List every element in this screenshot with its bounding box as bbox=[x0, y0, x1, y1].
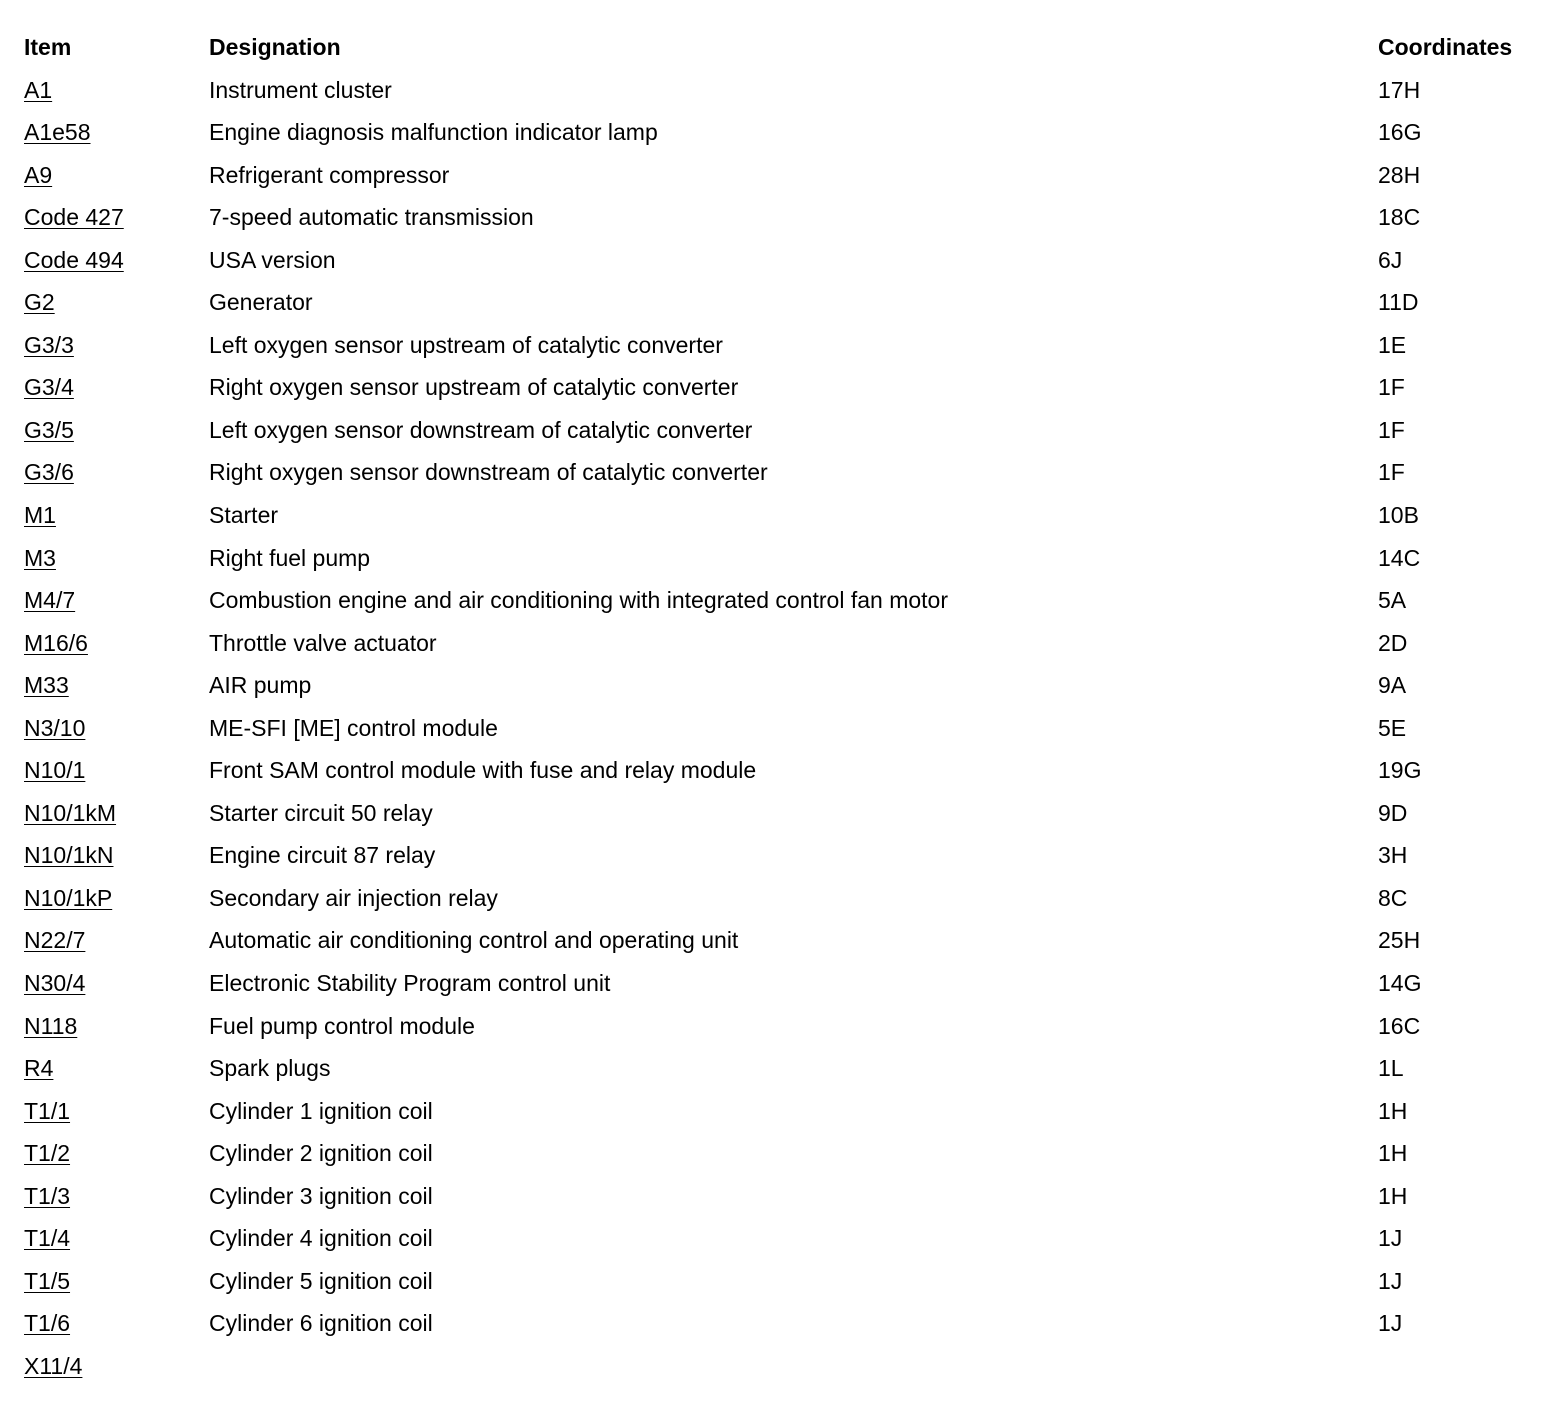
coordinates-cell: 1J bbox=[1378, 1267, 1403, 1294]
coordinates-cell: 17H bbox=[1378, 76, 1421, 103]
item-cell bbox=[24, 69, 52, 112]
coordinates-cell: 1J bbox=[1378, 1310, 1403, 1337]
table-row bbox=[24, 1090, 1554, 1133]
coordinates-cell: 1F bbox=[1378, 416, 1405, 443]
table-row bbox=[24, 834, 1554, 877]
table-row bbox=[24, 196, 1554, 239]
header-item: Item bbox=[24, 34, 72, 60]
item-link[interactable]: R4 bbox=[24, 1055, 54, 1082]
table-row bbox=[24, 1302, 1554, 1345]
item-cell bbox=[24, 111, 91, 154]
designation-cell: Secondary air injection relay bbox=[209, 884, 498, 911]
designation-cell: Combustion engine and air conditioning with integrated control fan motor bbox=[209, 587, 948, 614]
designation-cell: Right oxygen sensor upstream of catalytic converter bbox=[209, 374, 739, 401]
table-row bbox=[24, 664, 1554, 707]
coordinates-cell: 1H bbox=[1378, 1140, 1408, 1167]
designation-cell: USA version bbox=[209, 246, 336, 273]
designation-cell: 7-speed automatic transmission bbox=[209, 204, 534, 231]
item-link[interactable]: M16/6 bbox=[24, 629, 88, 656]
item-link[interactable]: T1/1 bbox=[24, 1097, 71, 1124]
coordinates-cell: 1J bbox=[1378, 1225, 1403, 1252]
table-row bbox=[24, 1345, 1554, 1388]
item-cell bbox=[24, 622, 88, 665]
coordinates-cell: 5A bbox=[1378, 587, 1407, 614]
table-row bbox=[24, 749, 1554, 792]
designation-cell: Cylinder 4 ignition coil bbox=[209, 1225, 433, 1252]
table-body bbox=[24, 69, 1554, 1388]
designation-cell: Starter bbox=[209, 502, 279, 529]
item-cell bbox=[24, 707, 85, 750]
table-row bbox=[24, 1005, 1554, 1048]
coordinates-cell: 1F bbox=[1378, 459, 1405, 486]
coordinates-cell: 1L bbox=[1378, 1055, 1404, 1082]
designation-cell: Front SAM control module with fuse and relay module bbox=[209, 757, 757, 784]
table-row bbox=[24, 239, 1554, 282]
component-legend-table bbox=[24, 26, 1554, 1388]
designation-cell: Cylinder 5 ignition coil bbox=[209, 1267, 433, 1294]
coordinates-cell: 28H bbox=[1378, 161, 1421, 188]
item-cell bbox=[24, 792, 116, 835]
item-cell bbox=[24, 579, 75, 622]
item-cell bbox=[24, 494, 56, 537]
item-cell bbox=[24, 664, 69, 707]
table-row bbox=[24, 1217, 1554, 1260]
table-row bbox=[24, 792, 1554, 835]
item-link[interactable]: T1/6 bbox=[24, 1310, 71, 1337]
designation-cell: Generator bbox=[209, 289, 313, 316]
item-link[interactable]: M33 bbox=[24, 672, 69, 699]
table-row bbox=[24, 409, 1554, 452]
designation-cell: Right oxygen sensor downstream of catalytic converter bbox=[209, 459, 768, 486]
item-link[interactable]: T1/3 bbox=[24, 1182, 71, 1209]
item-link[interactable]: N118 bbox=[24, 1012, 78, 1039]
table-row bbox=[24, 324, 1554, 367]
header-row bbox=[24, 26, 1554, 69]
designation-cell: Cylinder 2 ignition coil bbox=[209, 1140, 433, 1167]
coordinates-cell: 25H bbox=[1378, 927, 1421, 954]
coordinates-cell: 18C bbox=[1378, 204, 1421, 231]
item-link[interactable]: G3/5 bbox=[24, 416, 74, 443]
designation-cell: Left oxygen sensor upstream of catalytic converter bbox=[209, 331, 723, 358]
table-row bbox=[24, 962, 1554, 1005]
table-row bbox=[24, 1175, 1554, 1218]
coordinates-cell: 3H bbox=[1378, 842, 1408, 869]
table-row bbox=[24, 281, 1554, 324]
table-row bbox=[24, 366, 1554, 409]
designation-cell: Electronic Stability Program control unit bbox=[209, 970, 611, 997]
item-link[interactable]: N30/4 bbox=[24, 970, 86, 997]
coordinates-cell: 14C bbox=[1378, 544, 1421, 571]
table-row bbox=[24, 451, 1554, 494]
table-row bbox=[24, 1047, 1554, 1090]
coordinates-cell: 2D bbox=[1378, 629, 1408, 656]
item-cell bbox=[24, 834, 113, 877]
table-row bbox=[24, 111, 1554, 154]
table-row bbox=[24, 1132, 1554, 1175]
item-link[interactable]: G3/4 bbox=[24, 374, 74, 401]
coordinates-cell: 19G bbox=[1378, 757, 1422, 784]
item-link[interactable]: A1 bbox=[24, 76, 53, 103]
table-row bbox=[24, 537, 1554, 580]
item-cell bbox=[24, 1090, 70, 1133]
item-link[interactable]: N10/1 bbox=[24, 757, 86, 784]
designation-cell: Spark plugs bbox=[209, 1055, 331, 1082]
item-cell bbox=[24, 1217, 70, 1260]
item-cell bbox=[24, 366, 74, 409]
designation-cell: AIR pump bbox=[209, 672, 312, 699]
item-link[interactable]: M3 bbox=[24, 544, 56, 571]
coordinates-cell: 8C bbox=[1378, 884, 1408, 911]
coordinates-cell: 6J bbox=[1378, 246, 1403, 273]
item-cell bbox=[24, 451, 74, 494]
item-link[interactable]: M1 bbox=[24, 502, 56, 529]
table-row bbox=[24, 919, 1554, 962]
designation-cell: Fuel pump control module bbox=[209, 1012, 475, 1039]
coordinates-cell: 11D bbox=[1378, 289, 1419, 316]
item-cell bbox=[24, 1132, 70, 1175]
designation-cell: Instrument cluster bbox=[209, 76, 392, 103]
designation-cell: Engine diagnosis malfunction indicator lamp bbox=[209, 119, 658, 146]
item-link[interactable]: A1e58 bbox=[24, 119, 91, 146]
item-cell bbox=[24, 1175, 70, 1218]
coordinates-cell: 1E bbox=[1378, 331, 1407, 358]
item-link[interactable]: Code 427 bbox=[24, 204, 124, 231]
designation-cell: Automatic air conditioning control and operating unit bbox=[209, 927, 739, 954]
item-cell bbox=[24, 239, 124, 282]
item-cell bbox=[24, 1047, 53, 1090]
item-link[interactable]: X11/4 bbox=[24, 1352, 83, 1379]
designation-cell: Cylinder 1 ignition coil bbox=[209, 1097, 433, 1124]
table-row bbox=[24, 154, 1554, 197]
item-link[interactable]: N22/7 bbox=[24, 927, 86, 954]
table-row bbox=[24, 707, 1554, 750]
item-link[interactable]: N3/10 bbox=[24, 714, 86, 741]
designation-cell: Right fuel pump bbox=[209, 544, 371, 571]
designation-cell: Cylinder 6 ignition coil bbox=[209, 1310, 433, 1337]
designation-cell: ME-SFI [ME] control module bbox=[209, 714, 498, 741]
table-row bbox=[24, 579, 1554, 622]
coordinates-cell: 16G bbox=[1378, 119, 1422, 146]
item-cell bbox=[24, 154, 52, 197]
designation-cell: Refrigerant compressor bbox=[209, 161, 450, 188]
item-cell bbox=[24, 1302, 70, 1345]
item-cell bbox=[24, 1260, 70, 1303]
item-link[interactable]: N10/1kM bbox=[24, 799, 117, 826]
item-link[interactable]: T1/2 bbox=[24, 1140, 71, 1167]
item-link[interactable]: G2 bbox=[24, 289, 55, 316]
coordinates-cell: 10B bbox=[1378, 502, 1419, 529]
item-cell bbox=[24, 1345, 82, 1388]
designation-cell: Throttle valve actuator bbox=[209, 629, 437, 656]
table-row bbox=[24, 622, 1554, 665]
item-cell bbox=[24, 537, 56, 580]
designation-cell: Engine circuit 87 relay bbox=[209, 842, 436, 869]
item-cell bbox=[24, 749, 85, 792]
item-cell bbox=[24, 919, 85, 962]
coordinates-cell: 5E bbox=[1378, 714, 1407, 741]
item-cell bbox=[24, 324, 74, 367]
item-cell bbox=[24, 962, 85, 1005]
table-row bbox=[24, 69, 1554, 112]
item-link[interactable]: A9 bbox=[24, 161, 53, 188]
item-cell bbox=[24, 1005, 77, 1048]
coordinates-cell: 14G bbox=[1378, 970, 1422, 997]
item-link[interactable]: N10/1kN bbox=[24, 842, 114, 869]
item-cell bbox=[24, 409, 74, 452]
table-row bbox=[24, 877, 1554, 920]
item-cell bbox=[24, 196, 124, 239]
coordinates-cell: 1H bbox=[1378, 1182, 1408, 1209]
item-cell bbox=[24, 281, 55, 324]
coordinates-cell: 16C bbox=[1378, 1012, 1421, 1039]
item-link[interactable]: T1/4 bbox=[24, 1225, 71, 1252]
designation-cell: Cylinder 3 ignition coil bbox=[209, 1182, 433, 1209]
table-row bbox=[24, 494, 1554, 537]
item-link[interactable]: N10/1kP bbox=[24, 884, 113, 911]
item-link[interactable]: T1/5 bbox=[24, 1267, 71, 1294]
coordinates-cell: 9D bbox=[1378, 799, 1408, 826]
item-link[interactable]: Code 494 bbox=[24, 246, 124, 273]
header-designation: Designation bbox=[209, 34, 341, 60]
designation-cell: Left oxygen sensor downstream of catalytic converter bbox=[209, 416, 753, 443]
designation-cell: Starter circuit 50 relay bbox=[209, 799, 433, 826]
item-cell bbox=[24, 877, 112, 920]
table-row bbox=[24, 1260, 1554, 1303]
coordinates-cell: 1F bbox=[1378, 374, 1405, 401]
item-link[interactable]: G3/6 bbox=[24, 459, 74, 486]
item-link[interactable]: M4/7 bbox=[24, 587, 76, 614]
header-coordinates: Coordinates bbox=[1378, 34, 1513, 60]
coordinates-cell: 1H bbox=[1378, 1097, 1408, 1124]
item-link[interactable]: G3/3 bbox=[24, 331, 74, 358]
coordinates-cell: 9A bbox=[1378, 672, 1407, 699]
